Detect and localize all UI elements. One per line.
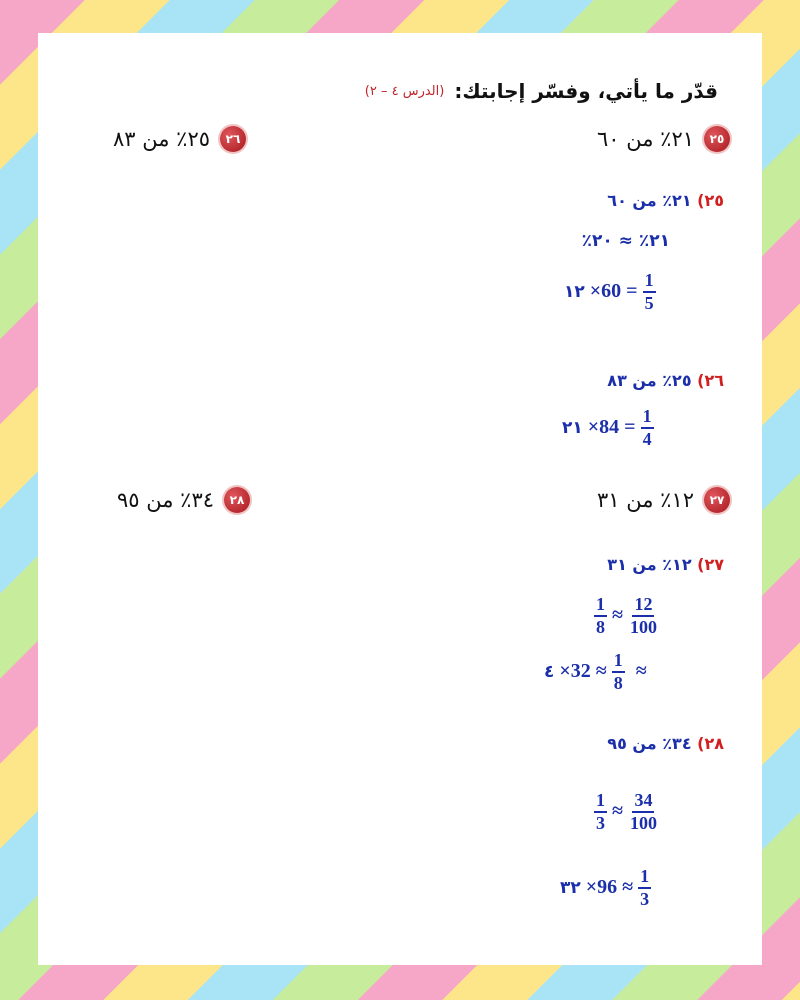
problem-27 [597, 487, 730, 513]
numerator: 1 [638, 867, 651, 889]
answer-title: ٢٥٪ من ٨٣ [607, 371, 692, 390]
step-expr: ×84 = [587, 416, 636, 439]
approx-symbol: ≈ [612, 604, 623, 627]
instructions-title: قدّر ما يأتي، وفسّر إجابتك: [454, 79, 718, 103]
approx-symbol: ≈ [612, 800, 623, 823]
denominator: 3 [640, 888, 650, 909]
numerator: 34 [632, 791, 654, 813]
answer-title: ٢١٪ من ٦٠ [607, 191, 692, 210]
fraction-one-third [638, 867, 651, 909]
lesson-reference: (الدرس ٤ – ٢) [364, 83, 445, 99]
answer-label: ٢٦) [697, 371, 724, 390]
answer-26-title [607, 371, 724, 390]
answer-25-step1 [582, 231, 670, 251]
approx-symbol: ≈ [635, 660, 647, 683]
numerator: 1 [594, 791, 607, 813]
problem-text: ٢٥٪ من ٨٣ [113, 127, 210, 151]
numerator: 1 [612, 651, 625, 673]
numerator: 1 [643, 271, 656, 293]
answer-27-step2 [544, 651, 647, 693]
denominator: 100 [629, 616, 657, 637]
answer-title: ١٢٪ من ٣١ [607, 555, 692, 574]
answer-label: ٢٥) [697, 191, 724, 210]
answer-label: ٢٨) [697, 734, 724, 753]
numerator: 1 [641, 407, 654, 429]
answer-28-step1 [594, 791, 659, 833]
answer-27-step1 [594, 595, 659, 637]
fraction-twelve-hundredths [628, 595, 659, 637]
denominator: 3 [596, 812, 605, 833]
denominator: 8 [613, 672, 623, 693]
answer-25-step2 [564, 271, 656, 313]
denominator: 8 [596, 616, 605, 637]
worksheet-page [38, 33, 762, 965]
answer-28-title [607, 734, 724, 753]
answer-26-step1 [562, 407, 654, 449]
answer-27-title [607, 555, 724, 574]
step-result: ١٢ [564, 281, 585, 302]
step-text: ٢١٪ ≈ ٢٠٪ [581, 231, 670, 251]
step-expr: ×96 ≈ [585, 876, 634, 899]
answer-25-title [607, 191, 724, 210]
step-result: ٤ [544, 661, 555, 682]
problem-25 [597, 126, 730, 152]
denominator: 100 [629, 812, 657, 833]
problem-text: ٢١٪ من ٦٠ [597, 127, 694, 151]
step-expression [590, 280, 638, 303]
answer-title: ٣٤٪ من ٩٥ [607, 734, 692, 753]
fraction-one-third [594, 791, 607, 833]
fraction-one-fourth [641, 407, 654, 449]
step-result: ٣٢ [560, 877, 581, 898]
fraction-one-eighth [594, 595, 607, 637]
answer-label: ٢٧) [697, 555, 724, 574]
numerator: 1 [594, 595, 607, 617]
denominator: 4 [642, 428, 652, 449]
instructions-heading [365, 79, 718, 103]
problem-number-badge: ٢٧ [704, 487, 730, 513]
problem-text: ٣٤٪ من ٩٥ [117, 488, 214, 512]
problem-number-badge: ٢٦ [220, 126, 246, 152]
fraction-thirtyfour-hundredths [628, 791, 659, 833]
problem-text: ١٢٪ من ٣١ [597, 488, 694, 512]
fraction-one-eighth [612, 651, 625, 693]
step-expr: ×32 ≈ [559, 660, 607, 683]
problem-number-badge: ٢٨ [224, 487, 250, 513]
denominator: 5 [644, 292, 654, 313]
problem-26 [113, 126, 246, 152]
fraction-one-fifth [643, 271, 656, 313]
problem-number-badge: ٢٥ [704, 126, 730, 152]
numerator: 12 [632, 595, 654, 617]
step-result: ٢١ [562, 417, 583, 438]
answer-28-step2 [560, 867, 651, 909]
step-expr: ×60 = [589, 280, 638, 303]
problem-28 [117, 487, 250, 513]
